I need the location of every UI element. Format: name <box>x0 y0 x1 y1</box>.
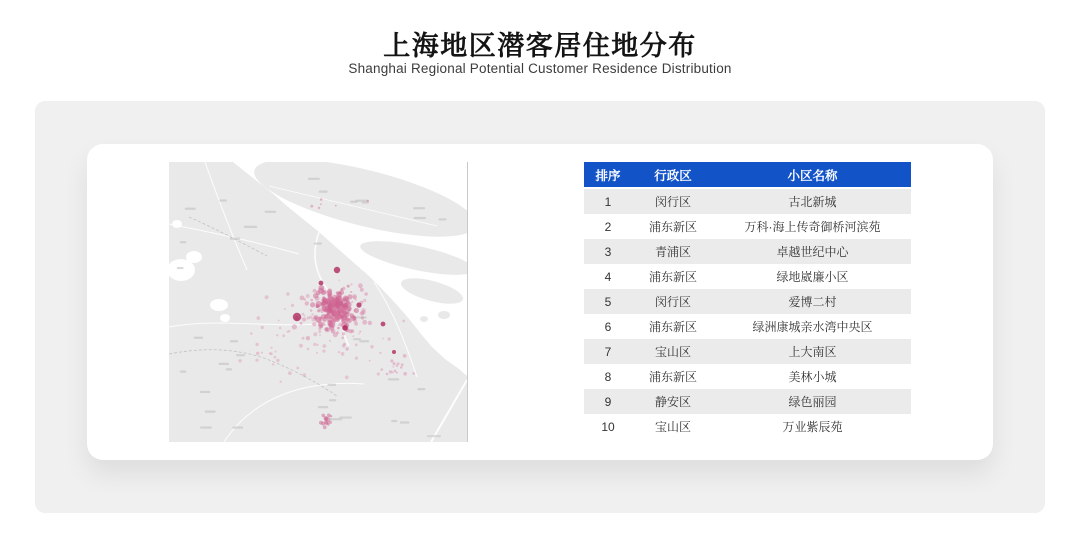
residence-dot <box>311 313 313 315</box>
residence-dot <box>331 330 334 333</box>
map-svg <box>169 162 467 442</box>
lake <box>186 251 202 263</box>
residence-dot <box>313 289 317 293</box>
rank-cell: 8 <box>604 369 612 384</box>
residence-dot <box>302 317 306 321</box>
residence-dot <box>275 351 277 353</box>
residence-dot <box>320 203 322 205</box>
ranking-table <box>584 162 911 439</box>
residence-dot <box>342 287 345 290</box>
residence-dot <box>311 318 315 322</box>
residence-dot <box>335 311 339 315</box>
place-label <box>185 208 196 210</box>
residence-dot <box>307 316 310 319</box>
residence-dot <box>328 293 331 296</box>
district-cell: 闵行区 <box>654 195 691 209</box>
residence-dot <box>316 352 318 354</box>
community-cell: 万科·海上传奇御桥河滨苑 <box>744 220 881 234</box>
residence-dot <box>331 305 335 309</box>
residence-dot <box>377 372 380 375</box>
residence-dot <box>338 324 340 326</box>
residence-dot <box>323 290 327 294</box>
district-cell: 宝山区 <box>654 420 691 434</box>
residence-dot <box>355 343 358 346</box>
place-label <box>200 391 210 393</box>
residence-dot <box>312 322 316 326</box>
residence-dot <box>342 337 345 340</box>
residence-dot <box>322 344 326 348</box>
residence-dot <box>353 319 357 323</box>
residence-dot <box>330 415 332 417</box>
place-label <box>414 217 426 219</box>
residence-dot <box>347 285 350 288</box>
community-cell: 万业紫辰苑 <box>782 420 843 434</box>
residence-dot <box>346 299 349 302</box>
community-cell: 绿地崴廉小区 <box>776 270 849 284</box>
residence-dot <box>362 320 367 325</box>
residence-dot <box>368 321 372 325</box>
residence-dot <box>402 320 405 323</box>
residence-dot <box>322 318 325 321</box>
rank-cell: 1 <box>604 194 612 209</box>
residence-dot <box>389 370 392 373</box>
residence-dot <box>302 337 305 340</box>
residence-dot <box>401 363 404 366</box>
residence-dot <box>315 296 320 301</box>
residence-dot <box>310 302 315 307</box>
residence-dot <box>304 315 306 317</box>
residence-dot <box>358 283 363 288</box>
residence-dot <box>342 332 345 335</box>
residence-dot <box>276 359 279 362</box>
residence-dot <box>318 288 324 294</box>
residence-dot <box>361 316 364 319</box>
district-cell: 青浦区 <box>654 245 691 259</box>
residence-dot <box>392 366 394 368</box>
community-cell: 绿洲康城亲水湾中央区 <box>752 320 873 334</box>
residence-dot-dense <box>392 350 396 354</box>
residence-dot <box>338 280 340 282</box>
residence-dot <box>305 301 309 305</box>
rank-cell: 4 <box>604 269 612 284</box>
residence-dot <box>320 325 323 328</box>
place-label <box>327 384 336 386</box>
residence-dot-dense <box>293 313 301 321</box>
residence-dot <box>338 351 340 353</box>
place-label <box>391 420 397 422</box>
residence-dot <box>339 323 343 327</box>
residence-dot <box>306 294 310 298</box>
residence-dot <box>270 347 272 349</box>
residence-dot <box>325 327 330 332</box>
rank-cell: 2 <box>604 219 612 234</box>
residence-dot <box>362 308 366 312</box>
residence-dot <box>412 372 415 375</box>
residence-dot <box>313 343 316 346</box>
place-label <box>438 218 446 220</box>
residence-dot <box>261 326 264 329</box>
residence-dot <box>342 344 346 348</box>
residence-dot <box>318 330 321 333</box>
residence-dot <box>354 309 357 312</box>
residence-dot <box>270 352 273 355</box>
residence-dot <box>327 423 330 426</box>
table-row <box>584 389 911 414</box>
content-card <box>87 144 993 460</box>
residence-dot-dense <box>334 267 340 273</box>
place-label <box>388 378 400 380</box>
residence-dot <box>360 288 364 292</box>
community-cell: 爱博二村 <box>788 295 837 309</box>
map-scale-mark <box>427 435 441 437</box>
residence-dot <box>319 318 322 321</box>
table-row <box>584 239 911 264</box>
residence-dot <box>300 296 305 301</box>
residence-dot <box>280 381 282 383</box>
residence-dot <box>394 370 397 373</box>
residence-dot <box>346 314 348 316</box>
table-row <box>584 364 911 389</box>
residence-dot <box>355 357 358 360</box>
residence-dot <box>345 376 349 380</box>
residence-dot <box>255 359 258 362</box>
residence-dot <box>337 327 340 330</box>
residence-dot <box>381 368 384 371</box>
residence-dot <box>265 295 269 299</box>
residence-dot <box>330 325 333 328</box>
residence-dot <box>339 316 342 319</box>
rank-cell: 9 <box>604 394 612 409</box>
place-label <box>318 406 328 408</box>
residence-dot <box>342 307 345 310</box>
residence-dot <box>352 335 354 337</box>
residence-dot <box>396 372 398 374</box>
residence-dot <box>296 367 299 370</box>
lake <box>220 314 230 322</box>
column-header-0: 排序 <box>584 162 632 188</box>
place-label <box>339 416 352 418</box>
residence-dot <box>337 299 343 305</box>
place-label <box>353 338 361 340</box>
table-row <box>584 339 911 364</box>
district-cell: 闵行区 <box>654 295 691 309</box>
residence-dot <box>274 356 277 359</box>
page-title: 上海地区潜客居住地分布 <box>383 31 697 61</box>
residence-dot <box>321 302 325 306</box>
table-row <box>584 188 911 214</box>
residence-dot <box>353 296 357 300</box>
residence-dot <box>306 336 310 340</box>
place-label <box>400 421 410 423</box>
residence-dot <box>284 308 286 310</box>
residence-dot <box>363 299 367 303</box>
residence-dot <box>291 304 294 307</box>
place-label <box>413 207 425 209</box>
residence-dot-dense <box>342 325 348 331</box>
residence-dot-dense <box>319 281 324 286</box>
place-label <box>200 426 212 428</box>
place-label <box>180 371 186 373</box>
residence-dot <box>288 371 292 375</box>
place-label <box>232 426 243 428</box>
islet <box>438 311 450 319</box>
residence-dot <box>250 332 253 335</box>
place-label <box>230 238 240 240</box>
residence-dot <box>364 292 368 296</box>
residence-dot <box>367 200 369 202</box>
place-label <box>417 388 425 390</box>
table-row <box>584 414 911 439</box>
residence-dot <box>278 320 280 322</box>
residence-dot <box>359 331 361 333</box>
district-cell: 静安区 <box>654 395 691 409</box>
residence-dot <box>307 348 310 351</box>
residence-dot <box>313 332 317 336</box>
residence-dot <box>369 360 371 362</box>
place-label <box>359 340 369 342</box>
residence-dot <box>321 286 323 288</box>
residence-dot <box>400 366 403 369</box>
residence-dot <box>287 331 289 333</box>
residence-dot <box>340 308 342 310</box>
rank-cell: 7 <box>604 344 612 359</box>
residence-dot <box>379 352 381 354</box>
table-row <box>584 314 911 339</box>
lake <box>210 299 228 311</box>
residence-dot <box>322 323 324 325</box>
rank-cell: 6 <box>604 319 612 334</box>
residence-dot <box>350 291 352 293</box>
residence-dot <box>390 359 393 362</box>
residence-dot <box>272 363 274 365</box>
residence-dot <box>336 291 339 294</box>
place-label <box>180 241 186 243</box>
residence-dot <box>300 322 303 325</box>
residence-dot <box>302 313 305 316</box>
residence-dot <box>316 344 318 346</box>
residence-dot <box>322 350 325 353</box>
residence-dot <box>346 319 351 324</box>
table-header <box>584 162 911 188</box>
place-label <box>244 226 258 228</box>
place-label <box>319 190 328 192</box>
table-row <box>584 289 911 314</box>
residence-dot <box>349 313 352 316</box>
district-cell: 宝山区 <box>654 345 691 359</box>
district-cell: 浦东新区 <box>648 220 697 234</box>
residence-dot <box>348 311 350 313</box>
district-cell: 浦东新区 <box>648 320 697 334</box>
residence-dot <box>316 304 320 308</box>
residence-dot-dense <box>356 302 361 307</box>
residence-dot <box>351 301 353 303</box>
residence-dot <box>345 309 347 311</box>
residence-dot <box>329 340 331 342</box>
place-label <box>205 410 216 412</box>
residence-dot <box>282 334 285 337</box>
place-label <box>194 337 204 339</box>
residence-dot <box>319 421 323 425</box>
residence-dot <box>319 334 321 336</box>
residence-dot <box>335 205 337 207</box>
residence-dot <box>393 362 396 365</box>
page-subtitle: Shanghai Regional Potential Customer Residence Distribution <box>348 61 732 76</box>
column-header-2: 小区名称 <box>714 162 911 188</box>
column-header-1: 行政区 <box>632 162 714 188</box>
table-row <box>584 264 911 289</box>
residence-dot <box>328 313 332 317</box>
residence-dot <box>310 299 313 302</box>
residence-dot <box>388 337 391 340</box>
place-label <box>177 267 184 269</box>
table-row <box>584 214 911 239</box>
residence-dot <box>331 322 335 326</box>
residence-dot <box>261 352 263 354</box>
islet <box>420 316 428 322</box>
background-panel <box>35 101 1045 513</box>
place-label <box>308 178 320 180</box>
residence-dot <box>299 344 303 348</box>
place-label <box>230 340 238 342</box>
residence-dot <box>320 198 323 201</box>
residence-dot <box>344 315 346 317</box>
place-label <box>219 363 230 365</box>
rank-cell: 5 <box>604 294 612 309</box>
residence-dot <box>403 372 407 376</box>
residence-dot <box>397 362 400 365</box>
residence-dot <box>324 307 328 311</box>
residence-dot <box>238 359 241 362</box>
residence-dot <box>403 354 407 358</box>
residence-dot <box>382 338 384 340</box>
place-label <box>329 399 336 401</box>
residence-dot <box>323 425 327 429</box>
residence-dot <box>318 207 320 209</box>
residence-dot <box>345 347 348 350</box>
place-label <box>265 211 277 213</box>
place-label <box>226 368 233 370</box>
residence-dot <box>386 373 389 376</box>
residence-dot <box>349 307 352 310</box>
residence-dot <box>350 283 352 285</box>
residence-dot <box>310 309 313 312</box>
community-cell: 上大南区 <box>788 345 837 359</box>
community-cell: 绿色丽园 <box>788 395 837 409</box>
residence-dot <box>256 352 260 356</box>
shanghai-dot-density-map <box>169 162 468 442</box>
residence-dot <box>257 316 261 320</box>
place-label <box>314 242 322 244</box>
community-cell: 美林小城 <box>788 370 837 384</box>
rank-cell: 3 <box>604 244 612 259</box>
residence-dot <box>324 417 328 421</box>
residence-dot <box>358 333 360 335</box>
residence-dot <box>341 352 345 356</box>
residence-dot <box>255 343 258 346</box>
residence-dot <box>286 292 290 296</box>
community-cell: 卓越世纪中心 <box>776 245 849 259</box>
community-cell: 古北新城 <box>788 195 837 209</box>
residence-dot <box>292 324 297 329</box>
residence-dot <box>370 345 374 349</box>
place-label <box>219 199 227 201</box>
residence-dot <box>310 205 313 208</box>
residence-dot <box>276 334 278 336</box>
rank-cell: 10 <box>601 419 615 434</box>
residence-dot <box>279 327 281 329</box>
residence-dot-dense <box>381 322 386 327</box>
residence-dot <box>335 318 338 321</box>
residence-dot <box>302 373 306 377</box>
district-cell: 浦东新区 <box>648 270 697 284</box>
district-cell: 浦东新区 <box>648 370 697 384</box>
place-label <box>236 354 245 356</box>
residence-dot <box>319 308 322 311</box>
